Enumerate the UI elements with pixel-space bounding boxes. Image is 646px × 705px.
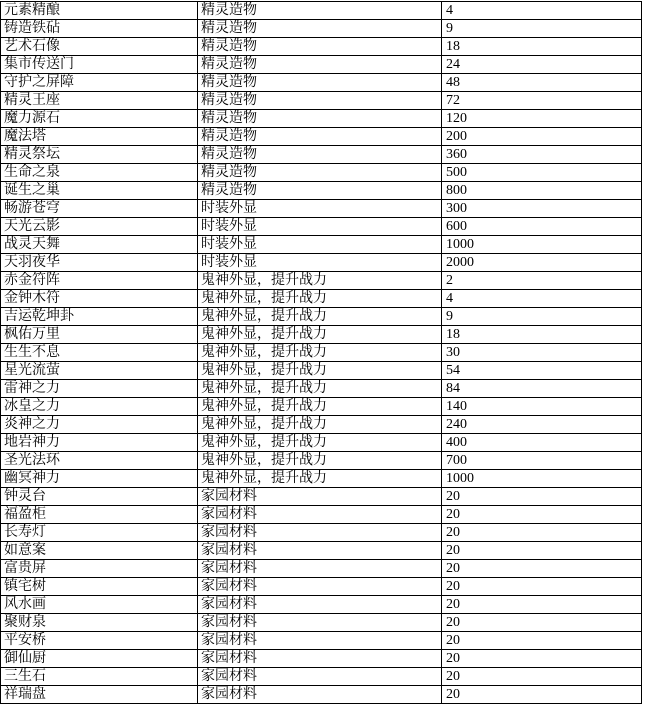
item-cell: 镇宅树	[1, 578, 198, 596]
table-row	[1, 326, 642, 344]
category-cell: 家园材料	[198, 560, 442, 578]
table-row	[1, 74, 642, 92]
value-cell: 1000	[442, 470, 642, 488]
item-cell: 生生不息	[1, 344, 198, 362]
category-cell: 家园材料	[198, 542, 442, 560]
item-cell: 炎神之力	[1, 416, 198, 434]
table-row	[1, 542, 642, 560]
table-row	[1, 416, 642, 434]
category-cell: 精灵造物	[198, 20, 442, 38]
value-cell: 500	[442, 164, 642, 182]
item-cell: 天羽夜华	[1, 254, 198, 272]
value-cell: 84	[442, 380, 642, 398]
category-cell: 鬼神外显，提升战力	[198, 470, 442, 488]
table-row	[1, 452, 642, 470]
item-cell: 吉运乾坤卦	[1, 308, 198, 326]
value-cell: 48	[442, 74, 642, 92]
item-cell: 精灵王座	[1, 92, 198, 110]
item-cell: 钟灵台	[1, 488, 198, 506]
table-row	[1, 2, 642, 20]
table-row	[1, 290, 642, 308]
value-cell: 20	[442, 650, 642, 668]
table-row	[1, 218, 642, 236]
table-row	[1, 614, 642, 632]
table-row	[1, 344, 642, 362]
table-row	[1, 506, 642, 524]
category-cell: 鬼神外显，提升战力	[198, 290, 442, 308]
category-cell: 鬼神外显，提升战力	[198, 362, 442, 380]
value-cell: 800	[442, 182, 642, 200]
table-row	[1, 128, 642, 146]
item-cell: 魔力源石	[1, 110, 198, 128]
value-cell: 20	[442, 542, 642, 560]
item-cell: 守护之屏障	[1, 74, 198, 92]
item-cell: 集市传送门	[1, 56, 198, 74]
table-row	[1, 596, 642, 614]
value-cell: 600	[442, 218, 642, 236]
value-cell: 2000	[442, 254, 642, 272]
value-cell: 2	[442, 272, 642, 290]
table-row	[1, 668, 642, 686]
value-cell: 20	[442, 506, 642, 524]
table-row	[1, 236, 642, 254]
table-row	[1, 686, 642, 704]
item-cell: 祥瑞盘	[1, 686, 198, 704]
item-cell: 三生石	[1, 668, 198, 686]
category-cell: 时装外显	[198, 218, 442, 236]
item-cell: 天光云影	[1, 218, 198, 236]
category-cell: 家园材料	[198, 524, 442, 542]
category-cell: 鬼神外显，提升战力	[198, 326, 442, 344]
item-cell: 风水画	[1, 596, 198, 614]
item-cell: 星光流萤	[1, 362, 198, 380]
category-cell: 鬼神外显，提升战力	[198, 308, 442, 326]
value-cell: 300	[442, 200, 642, 218]
category-cell: 家园材料	[198, 632, 442, 650]
value-cell: 18	[442, 326, 642, 344]
table-row	[1, 110, 642, 128]
table-row	[1, 524, 642, 542]
value-cell: 18	[442, 38, 642, 56]
item-cell: 长寿灯	[1, 524, 198, 542]
value-cell: 240	[442, 416, 642, 434]
table-row	[1, 38, 642, 56]
category-cell: 精灵造物	[198, 110, 442, 128]
category-cell: 鬼神外显，提升战力	[198, 272, 442, 290]
table-row	[1, 398, 642, 416]
category-cell: 精灵造物	[198, 182, 442, 200]
item-cell: 铸造铁砧	[1, 20, 198, 38]
value-cell: 20	[442, 668, 642, 686]
item-cell: 幽冥神力	[1, 470, 198, 488]
category-cell: 家园材料	[198, 650, 442, 668]
item-cell: 枫佑万里	[1, 326, 198, 344]
value-cell: 20	[442, 686, 642, 704]
item-cell: 战灵天舞	[1, 236, 198, 254]
item-cell: 御仙厨	[1, 650, 198, 668]
table-row	[1, 308, 642, 326]
value-cell: 72	[442, 92, 642, 110]
table-row	[1, 362, 642, 380]
category-cell: 精灵造物	[198, 128, 442, 146]
item-cell: 诞生之巢	[1, 182, 198, 200]
item-cell: 如意案	[1, 542, 198, 560]
value-cell: 30	[442, 344, 642, 362]
item-cell: 平安桥	[1, 632, 198, 650]
category-cell: 精灵造物	[198, 56, 442, 74]
items-table-body	[1, 2, 642, 704]
item-cell: 生命之泉	[1, 164, 198, 182]
table-row	[1, 200, 642, 218]
value-cell: 400	[442, 434, 642, 452]
category-cell: 精灵造物	[198, 38, 442, 56]
value-cell: 20	[442, 578, 642, 596]
item-cell: 雷神之力	[1, 380, 198, 398]
category-cell: 精灵造物	[198, 2, 442, 20]
table-row	[1, 650, 642, 668]
value-cell: 20	[442, 614, 642, 632]
category-cell: 鬼神外显，提升战力	[198, 398, 442, 416]
value-cell: 20	[442, 560, 642, 578]
value-cell: 20	[442, 488, 642, 506]
value-cell: 140	[442, 398, 642, 416]
table-row	[1, 488, 642, 506]
table-row	[1, 578, 642, 596]
table-row	[1, 560, 642, 578]
item-cell: 艺术石像	[1, 38, 198, 56]
category-cell: 家园材料	[198, 488, 442, 506]
item-cell: 畅游苍穹	[1, 200, 198, 218]
item-cell: 赤金符阵	[1, 272, 198, 290]
table-row	[1, 182, 642, 200]
category-cell: 鬼神外显，提升战力	[198, 416, 442, 434]
value-cell: 700	[442, 452, 642, 470]
value-cell: 4	[442, 2, 642, 20]
value-cell: 4	[442, 290, 642, 308]
table-row	[1, 146, 642, 164]
table-row	[1, 20, 642, 38]
category-cell: 鬼神外显，提升战力	[198, 452, 442, 470]
item-cell: 圣光法环	[1, 452, 198, 470]
category-cell: 时装外显	[198, 200, 442, 218]
item-cell: 地岩神力	[1, 434, 198, 452]
value-cell: 20	[442, 632, 642, 650]
item-cell: 精灵祭坛	[1, 146, 198, 164]
table-row	[1, 164, 642, 182]
value-cell: 120	[442, 110, 642, 128]
category-cell: 家园材料	[198, 506, 442, 524]
item-cell: 金钟木符	[1, 290, 198, 308]
item-cell: 聚财泉	[1, 614, 198, 632]
value-cell: 20	[442, 524, 642, 542]
table-row	[1, 92, 642, 110]
category-cell: 精灵造物	[198, 164, 442, 182]
category-cell: 家园材料	[198, 668, 442, 686]
value-cell: 9	[442, 308, 642, 326]
table-row	[1, 254, 642, 272]
item-cell: 福盈柜	[1, 506, 198, 524]
table-row	[1, 470, 642, 488]
value-cell: 24	[442, 56, 642, 74]
item-cell: 富贵屏	[1, 560, 198, 578]
value-cell: 20	[442, 596, 642, 614]
item-cell: 元素精酿	[1, 2, 198, 20]
value-cell: 360	[442, 146, 642, 164]
category-cell: 时装外显	[198, 254, 442, 272]
value-cell: 54	[442, 362, 642, 380]
item-cell: 冰皇之力	[1, 398, 198, 416]
value-cell: 9	[442, 20, 642, 38]
table-row	[1, 380, 642, 398]
item-cell: 魔法塔	[1, 128, 198, 146]
category-cell: 家园材料	[198, 596, 442, 614]
table-row	[1, 434, 642, 452]
table-row	[1, 632, 642, 650]
table-row	[1, 56, 642, 74]
category-cell: 鬼神外显，提升战力	[198, 344, 442, 362]
category-cell: 家园材料	[198, 578, 442, 596]
items-table	[0, 1, 642, 704]
category-cell: 家园材料	[198, 614, 442, 632]
category-cell: 鬼神外显，提升战力	[198, 380, 442, 398]
value-cell: 1000	[442, 236, 642, 254]
category-cell: 精灵造物	[198, 74, 442, 92]
category-cell: 精灵造物	[198, 146, 442, 164]
category-cell: 鬼神外显，提升战力	[198, 434, 442, 452]
category-cell: 精灵造物	[198, 92, 442, 110]
category-cell: 时装外显	[198, 236, 442, 254]
table-row	[1, 272, 642, 290]
value-cell: 200	[442, 128, 642, 146]
category-cell: 家园材料	[198, 686, 442, 704]
